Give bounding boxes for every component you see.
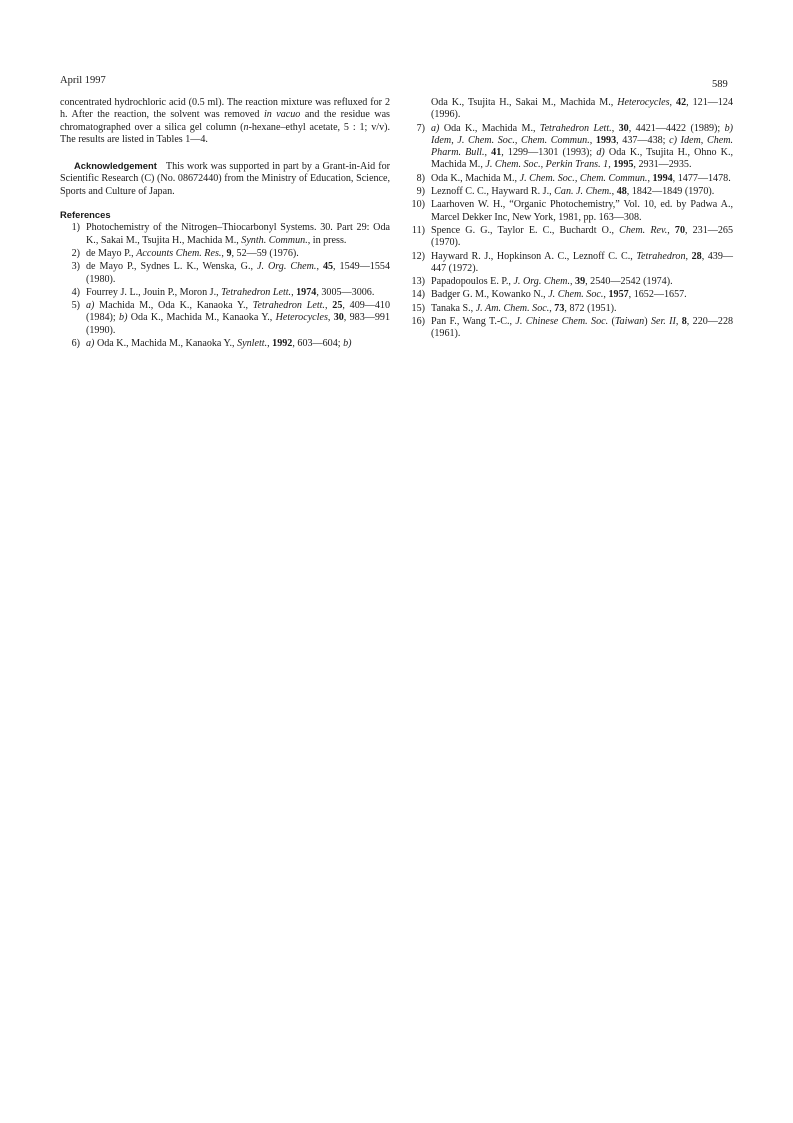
intro-text: -hexane–ethyl acetate, 5 : 1; v/v). The results are listed in Tables 1—4.	[60, 121, 390, 145]
reference-item	[403, 186, 733, 198]
reference-body	[431, 123, 733, 172]
bold-volume: 8	[681, 316, 687, 328]
italic-text: J. Chem. Soc.	[548, 289, 604, 301]
reference-text: Tanaka S.,	[431, 302, 476, 314]
reference-text: ,	[267, 338, 273, 350]
reference-text: Pan F., Wang T.-C.,	[431, 316, 516, 328]
reference-text: Oda K., Machida M.,	[439, 122, 540, 134]
reference-item	[60, 261, 390, 286]
italic-text: Can. J. Chem.	[554, 186, 612, 198]
reference-text: ,	[451, 134, 458, 146]
bold-volume: 73	[554, 302, 565, 314]
reference-text: ,	[611, 122, 619, 134]
reference-text: ,	[569, 276, 576, 288]
reference-text: Hayward R. J., Hopkinson A. C., Leznoff C. C.,	[431, 250, 637, 262]
reference-number: 13)	[411, 276, 425, 288]
reference-text: , 439—447 (1972).	[431, 250, 733, 274]
reference-text: , 437—438;	[616, 134, 670, 146]
reference-body	[86, 222, 390, 247]
bold-volume: 1992	[272, 338, 293, 350]
reference-body	[431, 199, 733, 224]
italic-text: Ser. II	[650, 316, 676, 328]
reference-item	[60, 338, 390, 350]
reference-text: , 872 (1951).	[564, 302, 617, 314]
reference-text: ,	[700, 134, 707, 146]
bold-volume: 1994	[652, 172, 673, 184]
page-number: 589	[712, 79, 728, 90]
italic-text: a)	[86, 300, 95, 312]
italic-text: a)	[431, 122, 440, 134]
reference-text: de Mayo P., Sydnes L. K., Wenska, G.,	[86, 261, 257, 273]
bold-volume: 1995	[613, 159, 634, 171]
reference-body	[431, 289, 733, 301]
reference-text: ,	[669, 97, 677, 108]
reference-text: Machida M., Oda K., Kanaoka Y.,	[94, 300, 253, 312]
reference-text: , 4421—4422 (1989);	[628, 122, 725, 134]
reference-number: 12)	[411, 250, 425, 262]
reference-text: ,	[549, 302, 555, 314]
reference-text: )	[644, 316, 651, 328]
intro-italic: in vacuo	[263, 109, 301, 121]
reference-body	[86, 248, 390, 260]
reference-item	[403, 123, 733, 172]
reference-body	[86, 300, 390, 337]
reference-text: , 52—59 (1976).	[231, 247, 299, 259]
italic-text: Chem. Rev.	[619, 224, 668, 236]
reference-body	[431, 316, 733, 341]
reference-text: , 1652—1657.	[628, 289, 687, 301]
reference-text: ,	[316, 261, 323, 273]
reference-body	[431, 186, 733, 198]
italic-text: Chem. Pharm. Bull.	[431, 134, 734, 159]
reference-text: , 1299—1301 (1993);	[501, 147, 597, 159]
reference-body	[86, 338, 390, 350]
reference-number: 5)	[71, 300, 80, 312]
reference-body	[431, 225, 733, 250]
reference-text: (	[608, 316, 615, 328]
bold-volume: 1974	[296, 286, 317, 298]
acknowledgement-paragraph	[60, 160, 390, 198]
bold-volume: 9	[226, 247, 232, 259]
italic-text: J. Am. Chem. Soc.	[475, 302, 550, 314]
reference-item	[403, 276, 733, 288]
italic-text: b)	[343, 338, 352, 350]
reference-item	[60, 222, 390, 247]
reference-text: Oda K., Machida M., Kanaoka Y.,	[127, 312, 276, 324]
reference-text: , 983—991 (1990).	[86, 312, 390, 336]
reference-text: , 1842—1849 (1970).	[626, 186, 715, 198]
reference-item	[403, 173, 733, 185]
intro-italic: n	[243, 121, 249, 133]
reference-number: 10)	[411, 199, 425, 211]
reference-number: 14)	[411, 289, 425, 301]
reference-number: 6)	[71, 338, 80, 350]
reference-number: 16)	[411, 316, 425, 328]
reference-text: ,	[611, 186, 617, 198]
reference-text: Laarhoven W. H., “Organic Photochemistry,” Vol. 10, ed. by Padwa A., Marcel Dekker Inc, New York, 1981, pp. 163—308.	[431, 199, 733, 223]
reference-text: Oda K., Tsujita H., Ohno K., Machida M.,	[431, 147, 734, 171]
reference-body	[431, 303, 733, 315]
reference-6-continuation	[403, 97, 733, 122]
italic-text: Accounts Chem. Res.	[136, 247, 222, 259]
reference-text: , 1549—1554 (1980).	[86, 261, 390, 285]
italic-text: Tetrahedron Lett.	[539, 122, 612, 134]
reference-body	[431, 251, 733, 276]
reference-text: de Mayo P.,	[86, 247, 137, 259]
reference-item	[403, 251, 733, 276]
reference-item	[403, 316, 733, 341]
reference-item	[60, 248, 390, 260]
bold-volume: 1993	[595, 134, 617, 146]
reference-text: Papadopoulos E. P.,	[431, 276, 514, 288]
reference-text: ,	[667, 224, 675, 236]
reference-item	[403, 225, 733, 250]
reference-text: Photochemistry of the Nitrogen–Thiocarbonyl Systems. 30. Part 29: Oda K., Sakai M., Tsujita H., Machida M.,	[86, 222, 390, 246]
reference-body	[431, 173, 733, 185]
italic-text: J. Chem. Soc., Chem. Commun.	[457, 134, 590, 146]
reference-item	[60, 287, 390, 299]
reference-item	[403, 289, 733, 301]
reference-text: ,	[221, 247, 227, 259]
reference-number: 15)	[411, 302, 425, 314]
reference-body	[86, 261, 390, 286]
reference-text: , 603—604;	[292, 338, 344, 350]
italic-text: Taiwan	[614, 316, 645, 328]
reference-item	[403, 199, 733, 224]
running-header-date: April 1997	[60, 75, 106, 86]
reference-text: ,	[647, 172, 653, 184]
reference-text: , 409—410 (1984);	[86, 300, 391, 324]
reference-text: Oda K., Machida M., Kanaoka Y.,	[94, 338, 238, 350]
reference-item	[60, 300, 390, 337]
italic-text: Heterocycles	[275, 312, 328, 324]
reference-text: , 121—124 (1996).	[431, 97, 733, 121]
bold-volume: 45	[322, 261, 334, 273]
reference-text: Spence G. G., Taylor E. C., Buchardt O.,	[431, 224, 620, 236]
bold-volume: 41	[491, 147, 502, 159]
left-column	[60, 97, 390, 351]
reference-text: ,	[608, 159, 614, 171]
italic-text: J. Org. Chem.	[256, 261, 317, 273]
bold-volume: 48	[616, 186, 627, 198]
reference-number: 4)	[71, 286, 80, 298]
reference-text: Badger G. M., Kowanko N.,	[431, 289, 549, 301]
acknowledgement-text: This work was supported in part by a Grant-in-Aid for Scientific Research (C) (No. 08672440) from the Ministry of Education, Science, Sports and Culture of Japan.	[60, 161, 390, 197]
reference-text: ,	[327, 312, 334, 324]
reference-text: , in press.	[307, 234, 347, 246]
italic-text: b)	[119, 312, 128, 324]
reference-number: 2)	[71, 247, 80, 259]
reference-number: 3)	[71, 261, 80, 273]
reference-text: , 2931—2935.	[633, 159, 692, 171]
reference-number: 7)	[416, 122, 425, 134]
reference-text: , 1477—1478.	[672, 172, 731, 184]
reference-text: Oda K., Machida M.,	[431, 172, 520, 184]
reference-text: , 3005—3006.	[316, 286, 375, 298]
reference-text: , 231—265 (1970).	[431, 224, 734, 249]
reference-text: , 2540—2542 (1974).	[585, 276, 673, 288]
italic-text: d)	[596, 147, 605, 159]
italic-text: Heterocycles	[617, 97, 670, 108]
reference-text: Fourrey J. L., Jouin P., Moron J.,	[86, 286, 222, 298]
intro-text: concentrated hydrochloric acid (0.5 ml). The reaction mixture was refluxed for 2 h. After the reaction, the solvent was removed	[60, 97, 390, 121]
bold-volume: 70	[674, 224, 685, 236]
bold-volume: 39	[575, 276, 586, 288]
reference-body	[86, 287, 390, 299]
italic-text: Tetrahedron Lett.	[252, 300, 325, 312]
intro-text: and the residue was chromatographed over a silica gel column (	[60, 109, 390, 133]
reference-number: 8)	[416, 172, 425, 184]
italic-text: a)	[86, 338, 95, 350]
italic-text: b) Idem	[431, 122, 734, 146]
reference-number: 9)	[416, 186, 425, 198]
italic-text: c) Idem	[669, 134, 701, 146]
reference-text: ,	[589, 134, 596, 146]
reference-number: 11)	[411, 224, 425, 236]
bold-volume: 30	[333, 312, 344, 324]
acknowledgement-title: Acknowledgement	[74, 160, 157, 172]
italic-text: Synth. Commun.	[241, 234, 308, 246]
reference-text: ,	[291, 286, 297, 298]
reference-text: Leznoff C. C., Hayward R. J.,	[431, 186, 555, 198]
italic-text: J. Chem. Soc., Chem. Commun.	[519, 172, 648, 184]
reference-text: ,	[484, 147, 492, 159]
italic-text: Tetrahedron Lett.	[221, 286, 292, 298]
italic-text: J. Org. Chem.	[513, 276, 570, 288]
italic-text: J. Chinese Chem. Soc.	[515, 316, 609, 328]
reference-text: Oda K., Tsujita H., Sakai M., Machida M.,	[431, 97, 618, 108]
bold-volume: 42	[676, 97, 687, 108]
reference-number: 1)	[71, 222, 80, 234]
reference-list-left	[60, 222, 390, 350]
italic-text: Synlett.	[237, 338, 268, 350]
reference-text: ,	[603, 289, 609, 301]
reference-body	[431, 276, 733, 288]
reference-text: ,	[675, 316, 682, 328]
reference-item	[403, 303, 733, 315]
reference-list-right	[403, 123, 733, 341]
italic-text: J. Chem. Soc., Perkin Trans. 1	[485, 159, 609, 171]
reference-text: ,	[685, 250, 692, 262]
bold-volume: 30	[618, 122, 629, 134]
italic-text: Tetrahedron	[636, 250, 686, 262]
experimental-paragraph	[60, 97, 390, 146]
bold-volume: 25	[332, 300, 343, 312]
reference-text: , 220—228 (1961).	[431, 316, 734, 340]
references-title: References	[60, 209, 111, 221]
bold-volume: 1957	[608, 289, 629, 301]
reference-text: ,	[324, 300, 333, 312]
right-column	[403, 97, 733, 342]
bold-volume: 28	[691, 250, 702, 262]
